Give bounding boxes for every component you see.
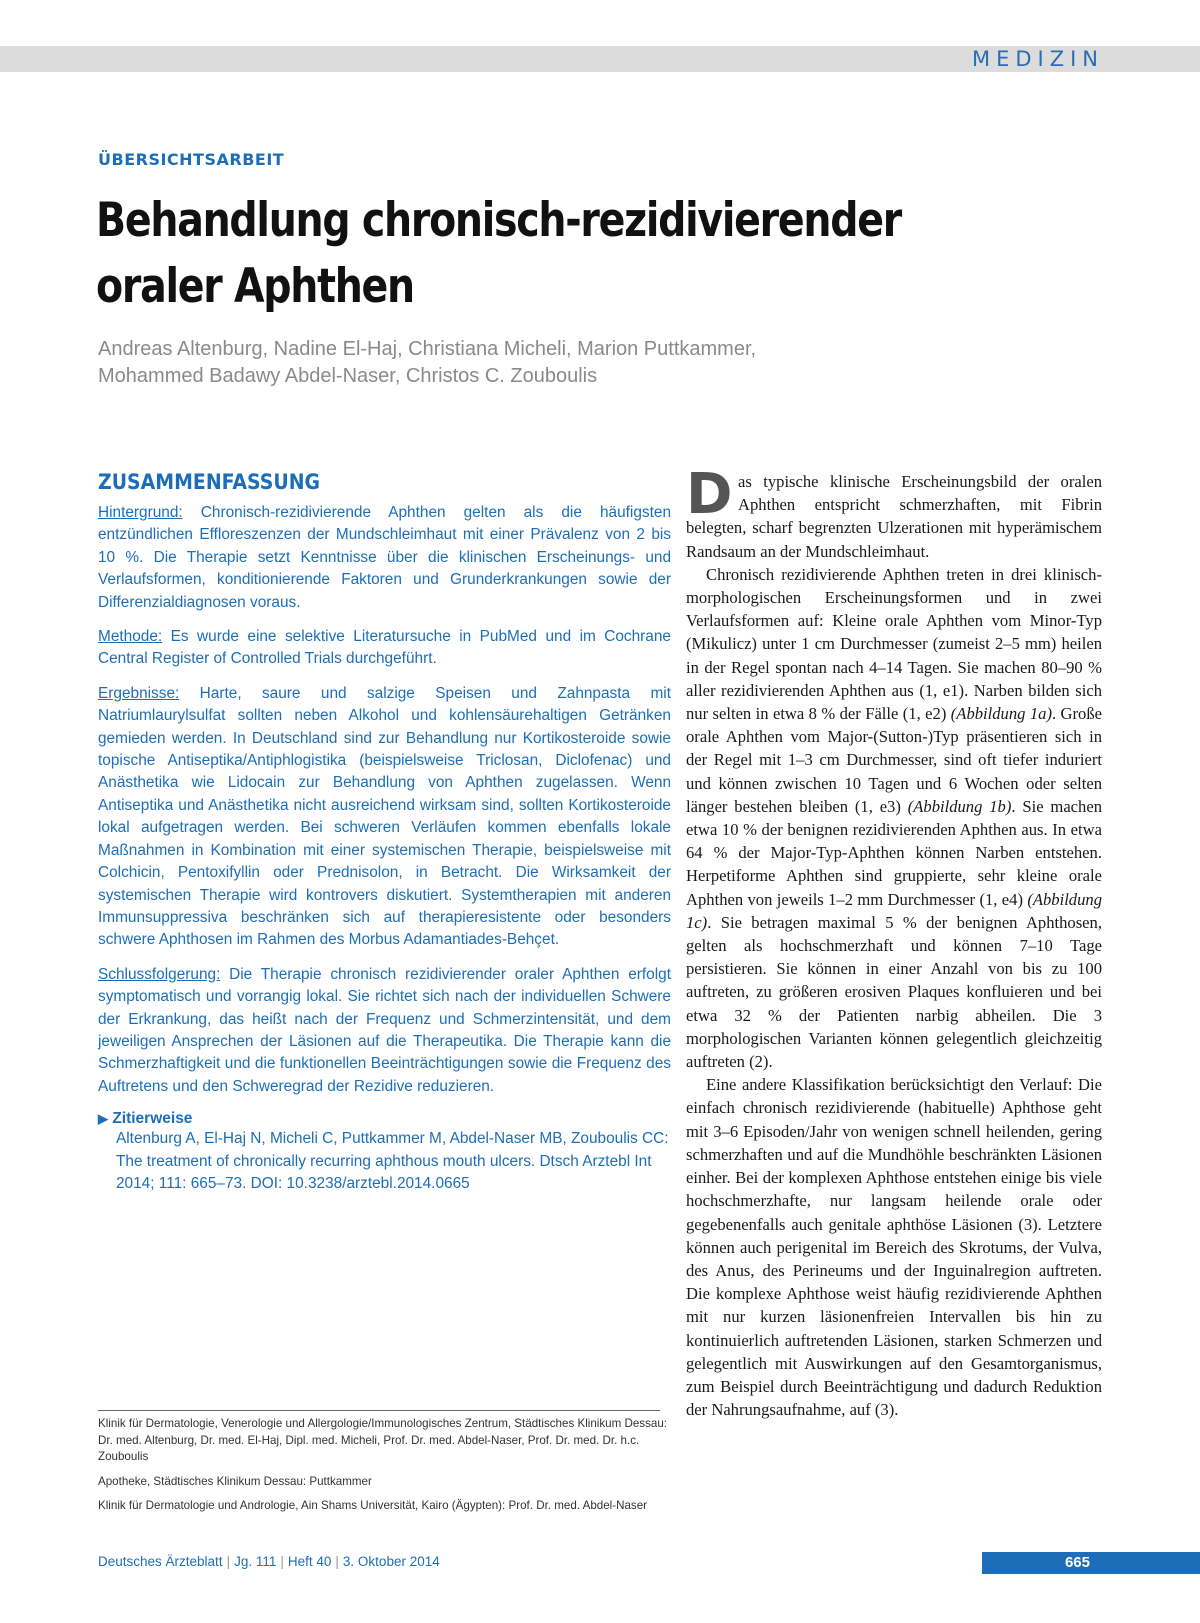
- affiliation-divider: [98, 1410, 660, 1411]
- body-p2-part-d: . Sie betragen maximal 5 % der benignen Aphthosen, gelten als hochschmerzhaft und können 7–10 Tage persistieren. Sie können in einer Anzahl von bis zu 100 auftreten, zu größeren erosiven Plaques konfluieren und bei etwa 32 % der Patienten narbig abheilen. Die 3 morphologischen Varianten können gelegentlich gleichzeitig auftreten (2).: [686, 912, 1102, 1072]
- footer-separator: |: [335, 1554, 339, 1569]
- background-label: Hintergrund:: [98, 504, 183, 521]
- triangle-right-icon: ▶: [98, 1111, 108, 1127]
- body-p2-part-c: . Sie machen etwa 10 % der benignen rezidivierenden Aphthen aus. In etwa 64 % der Major-Typ-Aphthen können Narben entstehen. Herpetiforme Aphthen sind gruppierte, sehr kleine orale Aphthen von jeweils 1–2 mm Durchmesser (1, e4): [686, 796, 1103, 909]
- section-label: MEDIZIN: [971, 47, 1104, 71]
- page-number-bar: [982, 1552, 1200, 1574]
- footer-citation: [98, 1554, 440, 1569]
- affiliation-1: Klinik für Dermatologie, Venerologie und Allergologie/Immunologisches Zentrum, Städtisches Klinikum Dessau: Dr. med. Altenburg, Dr. med. El-Haj, Dipl. med. Micheli, Prof. Dr. med. Abdel-Naser, Prof. Dr. med. Dr. h.c. Zouboulis: [98, 1417, 668, 1463]
- results-text: Harte, saure und salzige Speisen und Zahnpasta mit Natriumlaurylsulfat sollten neben Alkohol und kohlensäurehaltigen Getränken gemieden werden. In Deutschland sind zur Behandlung nur Kortikosteroide sowie topische Antiseptika/Antiphlogistika (beispielsweise Triclosan, Diclofenac) und Anästhetika wie Lidocain zur Behandlung von Aphthen zugelassen. Wenn Antiseptika und Anästhetika nicht ausreichend wirksam sind, sollten Kortikosteroide lokal aufgetragen werden. Bei schweren Verläufen kommen ebenfalls lokale Maßnahmen in Kombination mit einer systemischen Therapie, beispielsweise mit Colchicin, Pentoxifyllin oder Prednisolon, in Betracht. Die Wirksamkeit der systemischen Therapie wird kontrovers diskutiert. Systemtherapien mit anderen Immunsuppressiva beschränken sich auf therapieresistente oder besonders schwere Aphthosen im Rahmen des Morbus Adamantiades-Behçet.: [98, 684, 671, 949]
- background-text: Chronisch-rezidivierende Aphthen gelten als die häufigsten entzündlichen Effloreszenzen der Mundschleimhaut mit einer Prävalenz von 2 bis 10 %. Die Therapie setzt Kenntnisse über die klinischen Erscheinungs- und Verlaufsformen, konditionierende Faktoren und Grunderkrankungen sowie der Differenzialdiagnosen voraus.: [98, 504, 671, 611]
- footer-separator: |: [280, 1554, 284, 1569]
- body-paragraph-3: Eine andere Klassifikation berücksichtigt den Verlauf: Die einfach chronisch rezidivierende (habituelle) Aphthose geht mit 3–6 Episoden/Jahr von wenigen schnell heilenden, gering schmerzhaften und auf die Mundhöhle beschränkten Läsionen einher. Bei der komplexen Aphthose entstehen einige bis viele hochschmerzhafte, nur langsam heilende orale oder gegebenenfalls auch genitale aphthöse Läsionen (3). Letztere können auch perigenital im Bereich des Skrotums, der Vulva, des Anus, des Perineums und der Inguinalregion auftreten. Die komplexe Aphthose weist häufig rezidivierende Aphthen mit nur kurzen läsionenfreien Intervallen bis hin zu kontinuierlich auftretenden Läsionen, starken Schmerzen und gelegentlich mit Auswirkungen auf den Gesamtorganismus, zum Beispiel durch Beeinträchtigung und dadurch Reduktion der Nahrungsaufnahme, auf (3).: [686, 1075, 1102, 1420]
- abstract-heading: ZUSAMMENFASSUNG: [98, 470, 321, 494]
- citation-label: Zitierweise: [112, 1110, 193, 1128]
- conclusion-label: Schlussfolgerung:: [98, 965, 221, 983]
- body-text-column: [686, 462, 1103, 1421]
- footer-separator: |: [226, 1554, 231, 1569]
- body-p2-part-b: . Große orale Aphthen vom Major-(Sutton-)Typ präsentieren sich in der Regel mit 1–3 cm Durchmesser, sind oft tiefer induriert und können zwischen 10 Tagen und 6 Wochen oder selten länger bestehen bleiben (1, e3): [686, 704, 1103, 816]
- abstract-box: [98, 470, 671, 1195]
- abstract-results: [98, 683, 671, 952]
- body-p2-part-a: Chronisch rezidivierende Aphthen treten in drei klinisch-morphologischen Erscheinungsformen und in zwei Verlaufsformen auf: Kleine orale Aphthen vom Minor-Typ (Mikulicz) unter 1 cm Durchmesser (zumeist 2–5 mm) heilen in der Regel spontan nach 4–14 Tagen. Sie machen 80–90 % aller rezidivierenden Aphthen aus (1, e1). Narben bilden sich nur selten in etwa 8 % der Fälle (1, e2): [686, 564, 1102, 724]
- footer-journal: Deutsches Ärzteblatt: [98, 1554, 223, 1569]
- title-line-1: Behandlung chronisch-rezidivierender: [96, 193, 901, 248]
- affiliations: [98, 1416, 668, 1523]
- footer-issue: Heft 40: [287, 1554, 332, 1569]
- figure-ref-1a: (Abbildung 1a): [950, 704, 1052, 724]
- body-paragraph-1: [686, 462, 1102, 563]
- affiliation-3: Klinik für Dermatologie und Andrologie, Ain Shams Universität, Kairo (Ägypten): Prof. Dr. med. Abdel-Naser: [98, 1499, 648, 1512]
- footer-date: 3. Oktober 2014: [342, 1554, 440, 1569]
- title-line-2: oraler Aphthen: [96, 259, 414, 314]
- abstract-conclusion: [98, 964, 671, 1098]
- article-kicker: ÜBERSICHTSARBEIT: [98, 150, 285, 169]
- footer-volume: Jg. 111: [234, 1554, 277, 1569]
- conclusion-text: Die Therapie chronisch rezidivierender oraler Aphthen erfolgt symptomatisch und vorrangig lokal. Sie richtet sich nach der individuellen Schwere der Erkrankung, das heißt nach der Frequenz und Schmerzintensität, und dem jeweiligen Ansprechen der Läsionen auf die Therapeutika. Die Therapie kann die Schmerzhaftigkeit und die funktionellen Beeinträchtigungen sowie die Frequenz des Auftretens und den Schweregrad der Rezidive reduzieren.: [98, 965, 671, 1095]
- drop-cap: D: [686, 462, 733, 527]
- body-p1-text: as typische klinische Erscheinungsbild der oralen Aphthen entspricht schmerzhaften, mit Fibrin belegten, scharf begrenzten Ulzerationen mit hyperämischem Randsaum an der Mundschleimhaut.: [686, 472, 1102, 561]
- abstract-background: [98, 502, 671, 614]
- page-number: 665: [1064, 1554, 1090, 1571]
- figure-ref-1c: (Abbildung 1c): [686, 889, 1102, 932]
- author-list: [98, 336, 998, 390]
- body-paragraph-2: [686, 563, 1102, 1073]
- results-label: Ergebnisse:: [98, 684, 180, 702]
- abstract-method: [98, 626, 671, 671]
- figure-ref-1b: (Abbildung 1b): [907, 796, 1012, 816]
- method-text: Es wurde eine selektive Literatursuche in PubMed und im Cochrane Central Register of Controlled Trials durchgeführt.: [98, 628, 671, 668]
- citation-text: Altenburg A, El-Haj N, Micheli C, Puttkammer M, Abdel-Naser MB, Zouboulis CC: The treatment of chronically recurring aphthous mouth ulcers. Dtsch Arztebl Int 2014; 111: 665–73. DOI: 10.3238/arztebl.2014.0665: [116, 1130, 669, 1192]
- affiliation-2: Apotheke, Städtisches Klinikum Dessau: Puttkammer: [98, 1474, 372, 1488]
- authors-line-2: Mohammed Badawy Abdel-Naser, Christos C. Zouboulis: [98, 365, 598, 387]
- article-title: [96, 188, 936, 320]
- authors-line-1: Andreas Altenburg, Nadine El-Haj, Christiana Micheli, Marion Puttkammer,: [98, 338, 757, 360]
- citation-heading: [98, 1110, 671, 1128]
- method-label: Methode:: [98, 628, 163, 646]
